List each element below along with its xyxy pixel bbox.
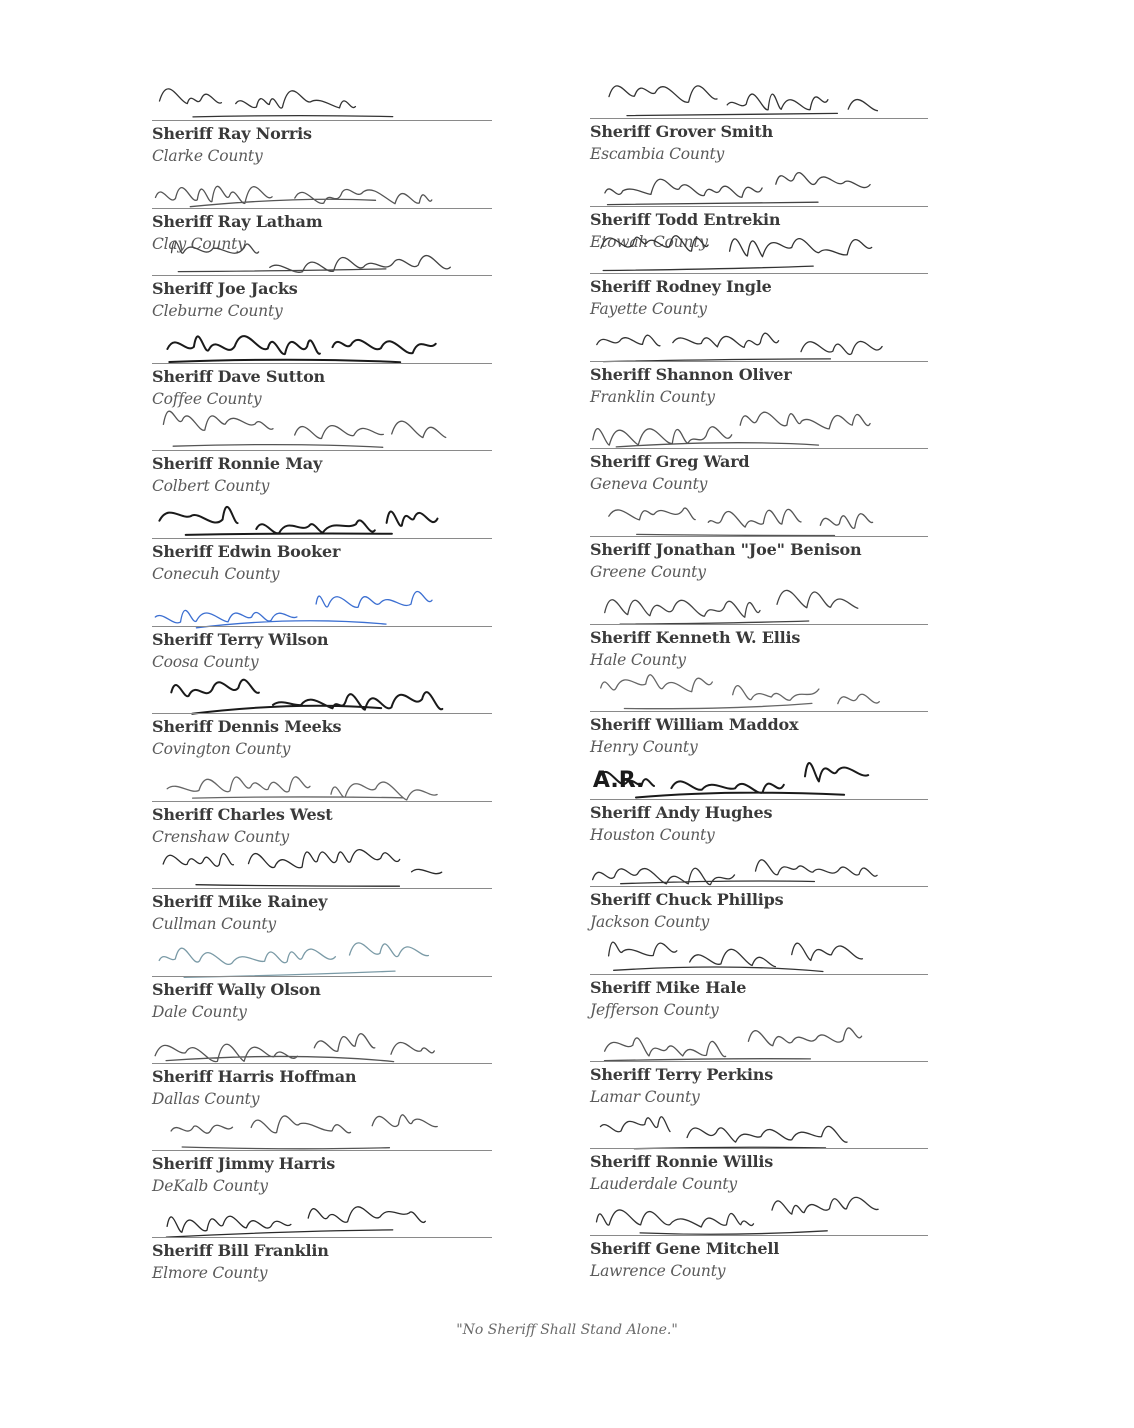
sheriff-name: Sheriff Shannon Oliver: [590, 365, 792, 384]
signature-entry: [590, 711, 928, 799]
sheriff-name: Sheriff Bill Franklin: [152, 1241, 329, 1260]
sheriff-name: Sheriff Dennis Meeks: [152, 717, 342, 736]
signature-entry: [590, 1235, 928, 1323]
county-name: Lauderdale County: [590, 1175, 737, 1193]
county-name: Fayette County: [590, 300, 707, 318]
county-name: Covington County: [152, 740, 291, 758]
sheriff-name: Sheriff Ray Norris: [152, 124, 312, 143]
sheriff-name: Sheriff Ray Latham: [152, 212, 323, 231]
signature-line: [590, 448, 928, 449]
signature-line: [590, 536, 928, 537]
signature-line: [152, 275, 492, 276]
county-name: Coffee County: [152, 390, 262, 408]
sheriff-name: Sheriff William Maddox: [590, 715, 799, 734]
county-name: Dale County: [152, 1003, 247, 1021]
signature-line: [590, 974, 928, 975]
signature-entry: [152, 713, 492, 801]
signature-entry: [590, 768, 928, 887]
sheriff-name: Sheriff Andy Hughes: [590, 803, 773, 822]
signature-line: [152, 626, 492, 627]
signature-line: [590, 273, 928, 274]
signature-entry: [590, 118, 928, 206]
sheriff-name: Sheriff Gene Mitchell: [590, 1239, 780, 1258]
signature-entry: [152, 976, 492, 1064]
signature-line: [152, 208, 492, 209]
sheriff-name: Sheriff Ronnie Willis: [590, 1152, 774, 1171]
county-name: Lamar County: [590, 1088, 700, 1106]
signature-line: [152, 450, 492, 451]
signature-line: [590, 206, 928, 207]
sheriff-name: Sheriff Mike Hale: [590, 978, 747, 997]
county-name: Jackson County: [590, 913, 710, 931]
signature-line: [590, 711, 928, 712]
signature-line: [152, 1237, 492, 1238]
signature-entry: [152, 626, 492, 714]
county-name: Etowah County: [590, 233, 708, 251]
sheriff-name: Sheriff Harris Hoffman: [152, 1067, 357, 1086]
sheriff-name: Sheriff Terry Wilson: [152, 630, 329, 649]
sheriff-name: Sheriff Joe Jacks: [152, 279, 298, 298]
signature-entry: [590, 273, 928, 361]
sheriff-name: Sheriff Chuck Phillips: [590, 890, 784, 909]
county-name: Crenshaw County: [152, 828, 289, 846]
signature-entry: [590, 974, 928, 1062]
signature-line: [152, 976, 492, 977]
footer-motto: "No Sheriff Shall Stand Alone.": [456, 1322, 678, 1338]
county-name: Cleburne County: [152, 302, 283, 320]
signature-entry: [152, 1150, 492, 1238]
sheriff-name: Sheriff Ronnie May: [152, 454, 323, 473]
sheriff-name: Sheriff Rodney Ingle: [590, 277, 772, 296]
county-name: Clay County: [152, 235, 246, 253]
county-name: Hale County: [590, 651, 686, 669]
signature-line: [152, 713, 492, 714]
sheriff-name: Sheriff Kenneth W. Ellis: [590, 628, 801, 647]
signature-entry: [152, 801, 492, 889]
county-name: Elmore County: [152, 1264, 268, 1282]
signature-entry: [590, 624, 928, 712]
sheriff-name: Sheriff Terry Perkins: [590, 1065, 774, 1084]
signature-line: [590, 1235, 928, 1236]
signature-entry: [590, 536, 928, 624]
sheriff-name: Sheriff Dave Sutton: [152, 367, 325, 386]
sheriff-name: Sheriff Todd Entrekin: [590, 210, 781, 229]
signature-line: [152, 538, 492, 539]
county-name: Lawrence County: [590, 1262, 726, 1280]
signature-entry: [152, 538, 492, 626]
signature-initials: A.R.: [592, 768, 645, 793]
sheriff-name: Sheriff Wally Olson: [152, 980, 321, 999]
signature-entry: [152, 888, 492, 976]
sheriff-name: Sheriff Edwin Booker: [152, 542, 341, 561]
signature-line: [152, 1150, 492, 1151]
county-name: Coosa County: [152, 653, 259, 671]
county-name: Greene County: [590, 563, 706, 581]
signature-line: [590, 361, 928, 362]
sheriff-name: Sheriff Charles West: [152, 805, 333, 824]
signature-entry: [590, 448, 928, 536]
signature-line: [590, 1148, 928, 1149]
signature-line: [152, 801, 492, 802]
signature-entry: [152, 275, 492, 363]
signature-entry: [152, 120, 492, 208]
signature-entry: [152, 1063, 492, 1151]
sheriff-name: Sheriff Mike Rainey: [152, 892, 328, 911]
sheriff-name: Sheriff Greg Ward: [590, 452, 750, 471]
county-name: Geneva County: [590, 475, 708, 493]
county-name: Houston County: [590, 826, 715, 844]
signature-line: [590, 799, 928, 800]
signature-line: [152, 1063, 492, 1064]
signature-line: [590, 886, 928, 887]
signature-line: [590, 624, 928, 625]
county-name: Colbert County: [152, 477, 270, 495]
signature-entry: [590, 361, 928, 449]
sheriff-name: Sheriff Grover Smith: [590, 122, 774, 141]
county-name: Clarke County: [152, 147, 263, 165]
signature-line: [590, 118, 928, 119]
signature-entry: [590, 1061, 928, 1149]
county-name: Henry County: [590, 738, 698, 756]
county-name: Franklin County: [590, 388, 715, 406]
county-name: Escambia County: [590, 145, 725, 163]
signature-entry: [590, 1148, 928, 1236]
sheriff-name: Sheriff Jonathan "Joe" Benison: [590, 540, 862, 559]
county-name: Conecuh County: [152, 565, 280, 583]
signature-entry: [152, 450, 492, 538]
county-name: DeKalb County: [152, 1177, 268, 1195]
signature-entry: [152, 363, 492, 451]
signature-line: [152, 888, 492, 889]
county-name: Cullman County: [152, 915, 276, 933]
signature-line: [152, 363, 492, 364]
signature-entry: [590, 886, 928, 974]
county-name: Dallas County: [152, 1090, 260, 1108]
county-name: Jefferson County: [590, 1001, 719, 1019]
signature-line: [152, 120, 492, 121]
signature-line: [590, 1061, 928, 1062]
signature-entry: [152, 1237, 492, 1325]
sheriff-name: Sheriff Jimmy Harris: [152, 1154, 336, 1173]
